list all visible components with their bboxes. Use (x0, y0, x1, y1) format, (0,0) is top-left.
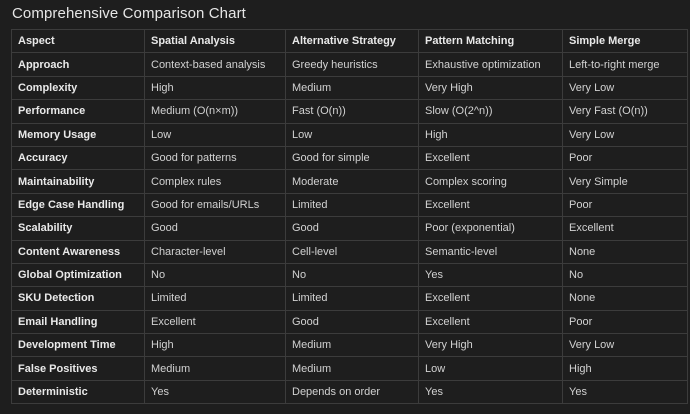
table-cell: Depends on order (286, 380, 419, 403)
table-cell: Good (286, 310, 419, 333)
table-cell: Slow (O(2^n)) (419, 100, 563, 123)
table-row (12, 53, 688, 76)
table-cell: Good for patterns (145, 146, 286, 169)
table-cell: High (563, 357, 688, 380)
table-cell: Limited (286, 193, 419, 216)
table-cell: Poor (563, 310, 688, 333)
table-cell: Excellent (419, 146, 563, 169)
table-cell: Medium (O(n×m)) (145, 100, 286, 123)
table-cell: Yes (563, 380, 688, 403)
table-cell: None (563, 240, 688, 263)
row-label-cell: Email Handling (12, 310, 145, 333)
table-cell: Excellent (563, 217, 688, 240)
table-cell: Complex scoring (419, 170, 563, 193)
table-row (12, 123, 688, 146)
table-row (12, 287, 688, 310)
table-cell: Very Low (563, 334, 688, 357)
row-label-cell: Memory Usage (12, 123, 145, 146)
table-cell: Character-level (145, 240, 286, 263)
table-cell: Exhaustive optimization (419, 53, 563, 76)
table-cell: Limited (286, 287, 419, 310)
table-cell: Yes (419, 263, 563, 286)
row-label-cell: Content Awareness (12, 240, 145, 263)
table-cell: Very High (419, 334, 563, 357)
row-label-cell: Complexity (12, 76, 145, 99)
table-cell: Low (419, 357, 563, 380)
table-cell: High (145, 76, 286, 99)
table-row (12, 146, 688, 169)
table-cell: High (145, 334, 286, 357)
table-cell: Very Fast (O(n)) (563, 100, 688, 123)
column-header-spatial-analysis: Spatial Analysis (145, 30, 286, 53)
table-cell: Left-to-right merge (563, 53, 688, 76)
table-cell: Yes (145, 380, 286, 403)
row-label-cell: Performance (12, 100, 145, 123)
table-cell: Poor (563, 146, 688, 169)
row-label-cell: Development Time (12, 334, 145, 357)
row-label-cell: Accuracy (12, 146, 145, 169)
table-row (12, 357, 688, 380)
table-cell: Very High (419, 76, 563, 99)
table-cell: Very Low (563, 76, 688, 99)
column-header-pattern-matching: Pattern Matching (419, 30, 563, 53)
table-row (12, 263, 688, 286)
table-cell: Fast (O(n)) (286, 100, 419, 123)
table-cell: None (563, 287, 688, 310)
row-label-cell: False Positives (12, 357, 145, 380)
comparison-table (11, 29, 688, 404)
row-label-cell: Global Optimization (12, 263, 145, 286)
row-label-cell: Deterministic (12, 380, 145, 403)
page-title: Comprehensive Comparison Chart (12, 5, 246, 22)
table-cell: Greedy heuristics (286, 53, 419, 76)
table-cell: Medium (286, 76, 419, 99)
table-cell: Excellent (419, 287, 563, 310)
table-cell: Excellent (419, 310, 563, 333)
table-row (12, 334, 688, 357)
table-cell: Good (145, 217, 286, 240)
row-label-cell: SKU Detection (12, 287, 145, 310)
table-cell: Low (145, 123, 286, 146)
table-cell: Yes (419, 380, 563, 403)
column-header-simple-merge: Simple Merge (563, 30, 688, 53)
table-cell: Medium (286, 334, 419, 357)
table-row (12, 100, 688, 123)
table-cell: No (563, 263, 688, 286)
table-row (12, 170, 688, 193)
table-cell: Low (286, 123, 419, 146)
row-label-cell: Scalability (12, 217, 145, 240)
table-cell: Good for emails/URLs (145, 193, 286, 216)
table-cell: Very Simple (563, 170, 688, 193)
table-cell: Medium (145, 357, 286, 380)
table-cell: Poor (563, 193, 688, 216)
table-cell: Good (286, 217, 419, 240)
table-cell: No (145, 263, 286, 286)
table-cell: Limited (145, 287, 286, 310)
table-cell: Excellent (419, 193, 563, 216)
table-row (12, 380, 688, 403)
column-header-alternative-strategy: Alternative Strategy (286, 30, 419, 53)
table-row (12, 217, 688, 240)
table-row (12, 193, 688, 216)
table-cell: High (419, 123, 563, 146)
table-cell: Medium (286, 357, 419, 380)
table-cell: Semantic-level (419, 240, 563, 263)
table-row (12, 240, 688, 263)
table-cell: Complex rules (145, 170, 286, 193)
column-header-aspect: Aspect (12, 30, 145, 53)
table-cell: Poor (exponential) (419, 217, 563, 240)
table-cell: Moderate (286, 170, 419, 193)
table-cell: Good for simple (286, 146, 419, 169)
row-label-cell: Maintainability (12, 170, 145, 193)
table-cell: Context-based analysis (145, 53, 286, 76)
table-cell: Very Low (563, 123, 688, 146)
table-row (12, 76, 688, 99)
table-header-row (12, 30, 688, 53)
table-row (12, 310, 688, 333)
table-cell: Cell-level (286, 240, 419, 263)
row-label-cell: Approach (12, 53, 145, 76)
row-label-cell: Edge Case Handling (12, 193, 145, 216)
table-cell: Excellent (145, 310, 286, 333)
table-cell: No (286, 263, 419, 286)
